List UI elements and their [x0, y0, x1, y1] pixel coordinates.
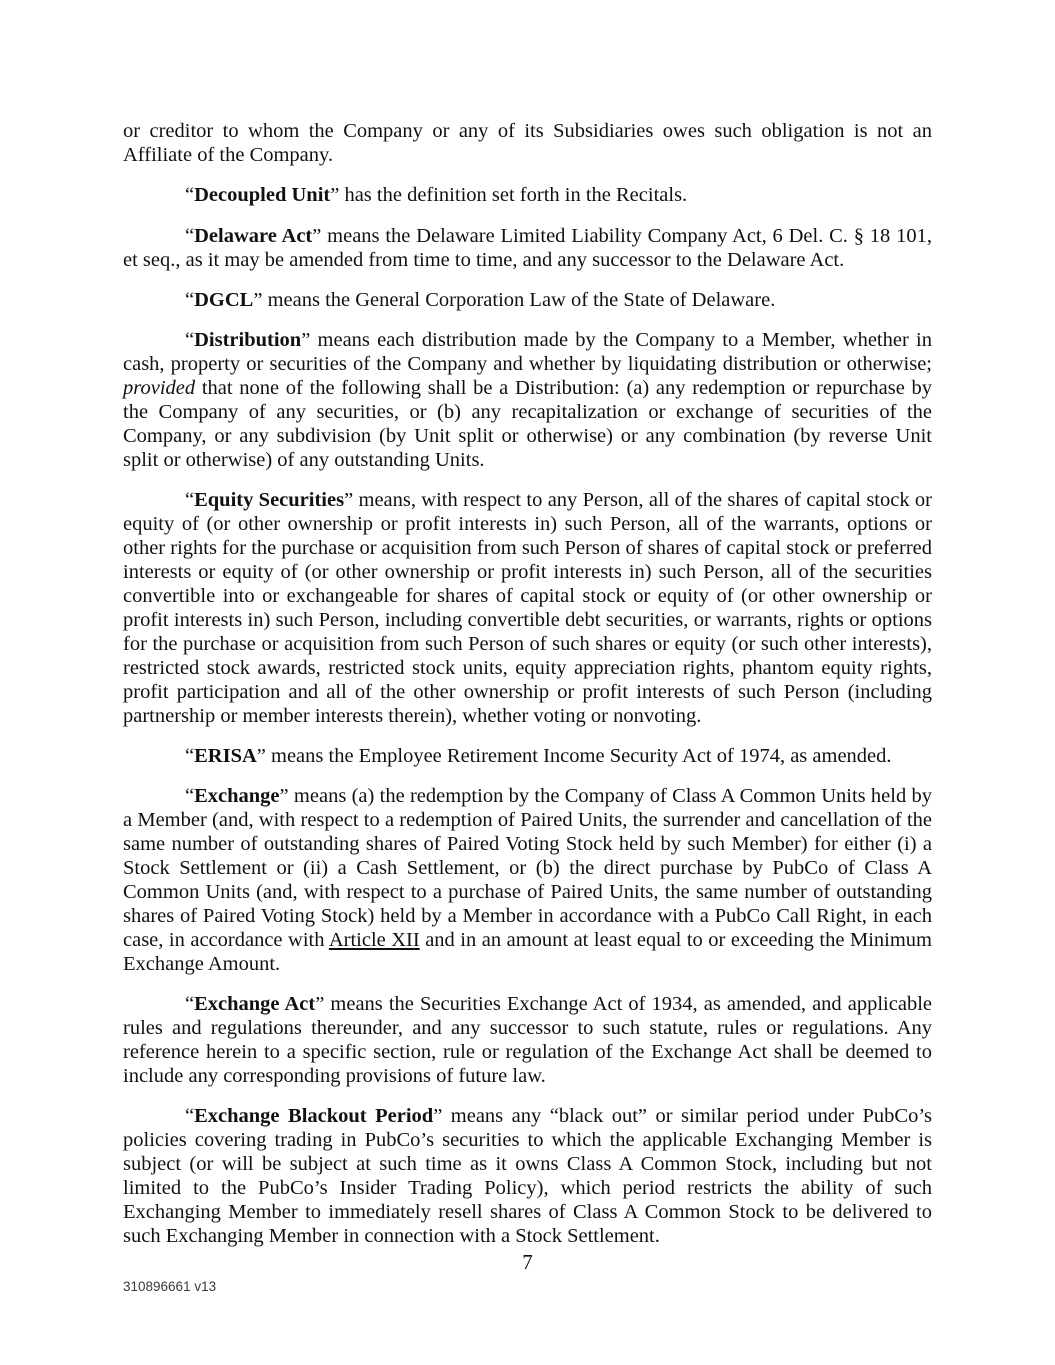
document-content [123, 120, 932, 1249]
text-run: “ [185, 489, 195, 512]
text-run: “ [185, 744, 195, 767]
paragraph [123, 785, 932, 976]
defined-term: Decoupled Unit [194, 184, 331, 207]
defined-term: Distribution [194, 329, 302, 352]
paragraph [123, 289, 932, 313]
paragraph [123, 184, 932, 208]
paragraph [123, 489, 932, 728]
paragraph [123, 745, 932, 769]
text-run: ” has the definition set forth in the Recitals. [330, 184, 688, 207]
defined-term: DGCL [194, 289, 254, 312]
paragraph [123, 225, 932, 273]
text-run: “ [185, 993, 195, 1016]
paragraph [123, 120, 932, 168]
defined-term: Exchange Act [194, 993, 316, 1016]
paragraph [123, 329, 932, 472]
paragraph [123, 1105, 932, 1248]
text-run: ” means the General Corporation Law of the State of Delaware. [253, 289, 776, 312]
text-run: ” means the Securities Exchange Act of 1934, as amended, and applicable rules and regulations thereunder, and any successor to such statute, rules or regulations. Any reference herein to a specific section, rule or regulation of the Exchange Act shall be deemed to include any corresponding provisions of future law. [123, 993, 932, 1087]
text-run: ” means each distribution made by the Company to a Member, whether in cash, property or securities of the Company and whether by liquidating distribution or otherwise; [123, 329, 932, 376]
text-run: “ [185, 224, 195, 247]
text-run: that none of the following shall be a Distribution: (a) any redemption or repurchase by the Company of any securities, or (b) any recapitalization or exchange of securities of the Company, or any subdivision (by Unit split or otherwise) or any combination (by reverse Unit split or otherwise) of any outstanding Units. [123, 377, 932, 471]
paragraph [123, 993, 932, 1089]
defined-term: Delaware Act [194, 224, 313, 247]
text-run: ” means (a) the redemption by the Company of Class A Common Units held by a Member (and, with respect to a redemption of Paired Units, the surrender and cancellation of the same number of outstanding shares of Paired Voting Stock held by such Member) for either (i) a Stock Settlement or (ii) a Cash Settlement, or (b) the direct purchase by PubCo of Class A Common Units (and, with respect to a purchase of Paired Units, the same number of outstanding shares of Paired Voting Stock) held by a Member in accordance with a PubCo Call Right, in each case, in accordance with [123, 785, 932, 951]
text-run: ” means any “black out” or similar period under PubCo’s policies covering trading in PubCo’s securities to which the applicable Exchanging Member is subject (or will be subject at such time as it owns Class A Common Stock, including but not limited to the PubCo’s Insider Trading Policy), which period restricts the ability of such Exchanging Member to immediately resell shares of Class A Common Stock to be delivered to such Exchanging Member in connection with a Stock Settlement. [123, 1105, 932, 1247]
text-run: ” means, with respect to any Person, all of the shares of capital stock or equity of (or other ownership or profit interests in) such Person, all of the warrants, options or other rights for the purchase or acquisition from such Person of shares of capital stock or preferred interests or equity of (or other ownership or profit interests in) such Person, all of the securities convertible into or exchangeable for shares of capital stock or equity of (or other ownership or profit interests in) such Person, including convertible debt securities, or warrants, rights or options for the purchase or acquisition from such Person of such shares or equity (or such other interests), restricted stock awards, restricted stock units, equity appreciation rights, phantom equity rights, profit participation and all of the other ownership or profit interests of such Person (including partnership or member interests therein), whether voting or nonvoting. [123, 489, 932, 727]
text-run: “ [185, 785, 195, 808]
footer-document-id: 310896661 v13 [123, 1279, 217, 1294]
text-run: “ [185, 184, 195, 207]
italic-text: provided [123, 377, 196, 400]
defined-term: Exchange Blackout Period [194, 1105, 434, 1128]
page-number: 7 [522, 1250, 533, 1274]
text-run: ” means the Delaware Limited Liability Company Act, 6 Del. C. § 18 101, et seq., as it may be amended from time to time, and any successor to the Delaware Act. [123, 224, 932, 271]
text-run: “ [185, 1105, 195, 1128]
defined-term: ERISA [194, 744, 257, 767]
defined-term: Equity Securities [194, 489, 345, 512]
defined-term: Exchange [194, 785, 280, 808]
text-run: or creditor to whom the Company or any of its Subsidiaries owes such obligation is not an Affiliate of the Company. [123, 120, 932, 166]
text-run: and in an amount at least equal to or exceeding the Minimum Exchange Amount. [123, 928, 932, 975]
cross-reference: Article XII [328, 928, 420, 951]
text-run: “ [185, 329, 195, 352]
text-run: “ [185, 289, 195, 312]
text-run: ” means the Employee Retirement Income Security Act of 1974, as amended. [256, 744, 892, 767]
